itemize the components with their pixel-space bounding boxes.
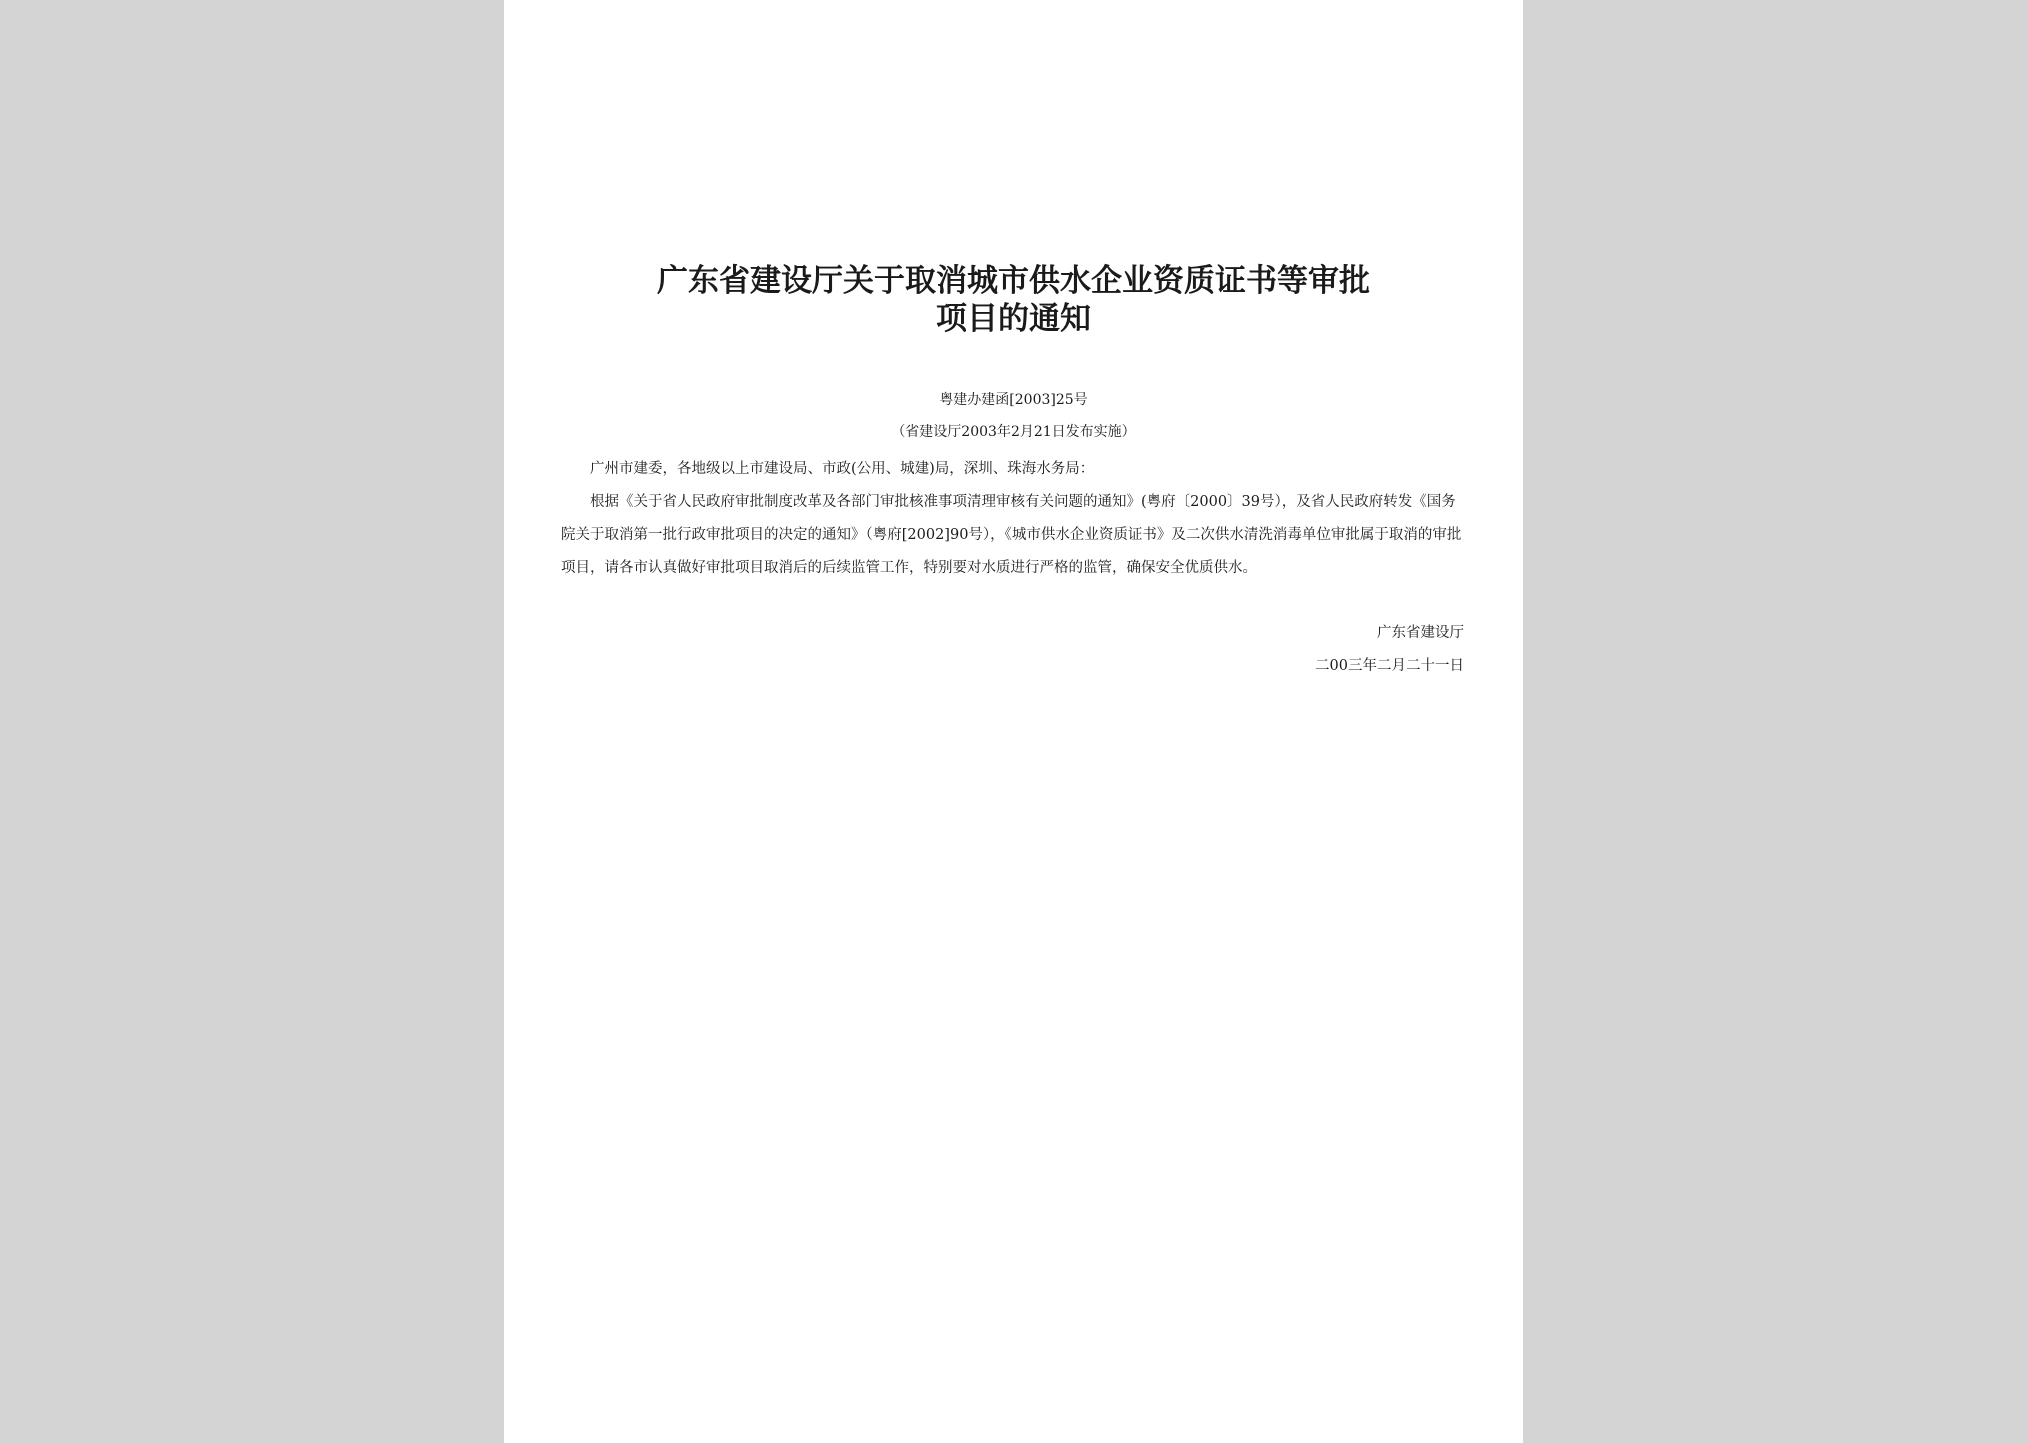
salutation-paragraph: 广州市建委，各地级以上市建设局、市政(公用、城建)局，深圳、珠海水务局： — [590, 461, 1095, 477]
body-paragraph: 根据《关于省人民政府审批制度改革及各部门审批核准事项清理审核有关问题的通知》(粤府〔2000〕39号），及省人民政府转发《国务院关于取消第一批行政审批项目的决定的通知》（粤府[2002]90号），《城市供水企业资质证书》及二次供水清洗消毒单位审批属于取消的审批项目，请各市认真做好审批项目取消后的后续监管工作，特别要对水质进行严格的监管，确保安全优质供水。 — [561, 494, 1462, 576]
issue-date-note: （省建设厅2003年2月21日发布实施） — [891, 424, 1136, 440]
document-title — [564, 262, 1463, 338]
title-line-2: 项目的通知 — [936, 301, 1091, 337]
signature-block — [1315, 617, 1464, 683]
document-number: 粤建办建函[2003]25号 — [939, 392, 1088, 408]
document-page — [504, 0, 1523, 1443]
signature-issuer: 广东省建设厅 — [1377, 625, 1464, 641]
title-line-1: 广东省建设厅关于取消城市供水企业资质证书等审批 — [657, 263, 1370, 299]
document-body — [561, 453, 1466, 585]
signature-date: 二00三年二月二十一日 — [1315, 658, 1464, 674]
